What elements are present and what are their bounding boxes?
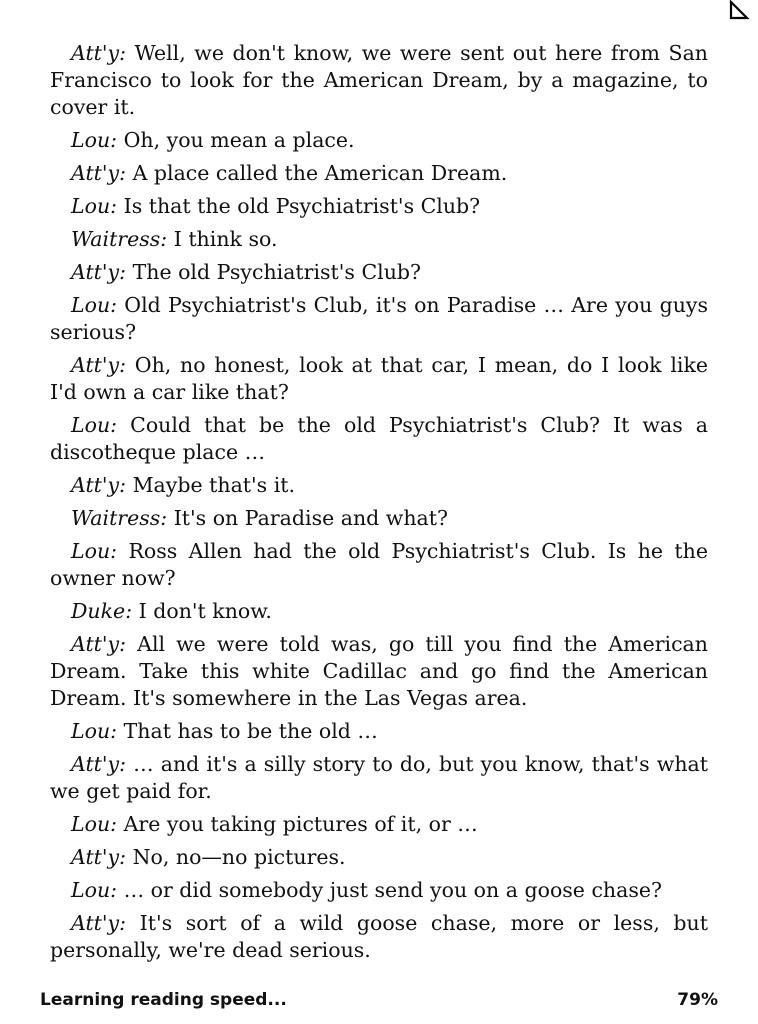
speaker-name: Lou: <box>71 539 118 563</box>
speaker-name: Att'y: <box>71 911 127 935</box>
dialogue-line <box>50 844 708 871</box>
dialogue-line <box>50 412 708 466</box>
speaker-name: Att'y: <box>71 353 127 377</box>
dialogue-line <box>50 751 708 805</box>
dialogue-text: I think so. <box>167 227 278 251</box>
speaker-name: Att'y: <box>71 473 127 497</box>
dialogue-line <box>50 40 708 121</box>
speaker-name: Lou: <box>71 128 118 152</box>
reading-speed-status: Learning reading speed... <box>40 990 287 1010</box>
dialogue-text: Ross Allen had the old Psychiatrist's Club. Is he the owner now? <box>50 539 708 590</box>
dialogue-text: That has to be the old … <box>117 719 378 743</box>
dialogue-text: … and it's a silly story to do, but you know, that's what we get paid for. <box>50 752 708 803</box>
reading-progress-percent: 79% <box>677 990 718 1010</box>
dialogue-line <box>50 226 708 253</box>
dialogue-line <box>50 259 708 286</box>
speaker-name: Duke: <box>71 599 133 623</box>
speaker-name: Lou: <box>71 812 118 836</box>
speaker-name: Lou: <box>71 719 118 743</box>
speaker-name: Att'y: <box>71 161 127 185</box>
dialogue-text: The old Psychiatrist's Club? <box>126 260 422 284</box>
dialogue-line <box>50 193 708 220</box>
dialogue-line <box>50 352 708 406</box>
speaker-name: Att'y: <box>71 260 127 284</box>
reader-footer <box>40 990 718 1010</box>
dialogue-text: Are you taking pictures of it, or … <box>117 812 478 836</box>
dialogue-line <box>50 538 708 592</box>
dialogue-text: A place called the American Dream. <box>126 161 508 185</box>
dialogue-line <box>50 631 708 712</box>
dialogue-line <box>50 160 708 187</box>
dialogue-text: It's on Paradise and what? <box>167 506 449 530</box>
dialogue-text: Well, we don't know, we were sent out here from San Francisco to look for the American Dream, by a magazine, to cover it. <box>50 41 708 119</box>
dialogue-text: … or did somebody just send you on a goose chase? <box>117 878 662 902</box>
speaker-name: Lou: <box>71 293 118 317</box>
dialogue-line <box>50 718 708 745</box>
dialogue-text: Could that be the old Psychiatrist's Club? It was a discotheque place … <box>50 413 708 464</box>
speaker-name: Waitress: <box>71 227 168 251</box>
dialogue-line <box>50 811 708 838</box>
speaker-name: Lou: <box>71 878 118 902</box>
speaker-name: Lou: <box>71 194 118 218</box>
speaker-name: Lou: <box>71 413 118 437</box>
dialogue-text: Oh, you mean a place. <box>117 128 355 152</box>
book-page-text <box>50 40 708 970</box>
dialogue-line <box>50 505 708 532</box>
bookmark-corner-icon[interactable] <box>728 0 758 30</box>
dialogue-text: Maybe that's it. <box>126 473 296 497</box>
speaker-name: Att'y: <box>71 41 127 65</box>
dialogue-text: Old Psychiatrist's Club, it's on Paradise … Are you guys serious? <box>50 293 708 344</box>
speaker-name: Waitress: <box>71 506 168 530</box>
dialogue-text: Oh, no honest, look at that car, I mean, do I look like I'd own a car like that? <box>50 353 708 404</box>
dialogue-text: It's sort of a wild goose chase, more or less, but personally, we're dead serious. <box>50 911 708 962</box>
dialogue-text: All we were told was, go till you find the American Dream. Take this white Cadillac and go find the American Dream. It's somewhere in the Las Vegas area. <box>50 632 708 710</box>
dialogue-line <box>50 877 708 904</box>
dialogue-text: Is that the old Psychiatrist's Club? <box>117 194 481 218</box>
dialogue-text: I don't know. <box>132 599 272 623</box>
dialogue-text: No, no—no pictures. <box>126 845 346 869</box>
speaker-name: Att'y: <box>71 632 127 656</box>
dialogue-line <box>50 910 708 964</box>
speaker-name: Att'y: <box>71 752 127 776</box>
dialogue-line <box>50 598 708 625</box>
speaker-name: Att'y: <box>71 845 127 869</box>
dialogue-line <box>50 127 708 154</box>
dialogue-line <box>50 472 708 499</box>
dialogue-line <box>50 292 708 346</box>
